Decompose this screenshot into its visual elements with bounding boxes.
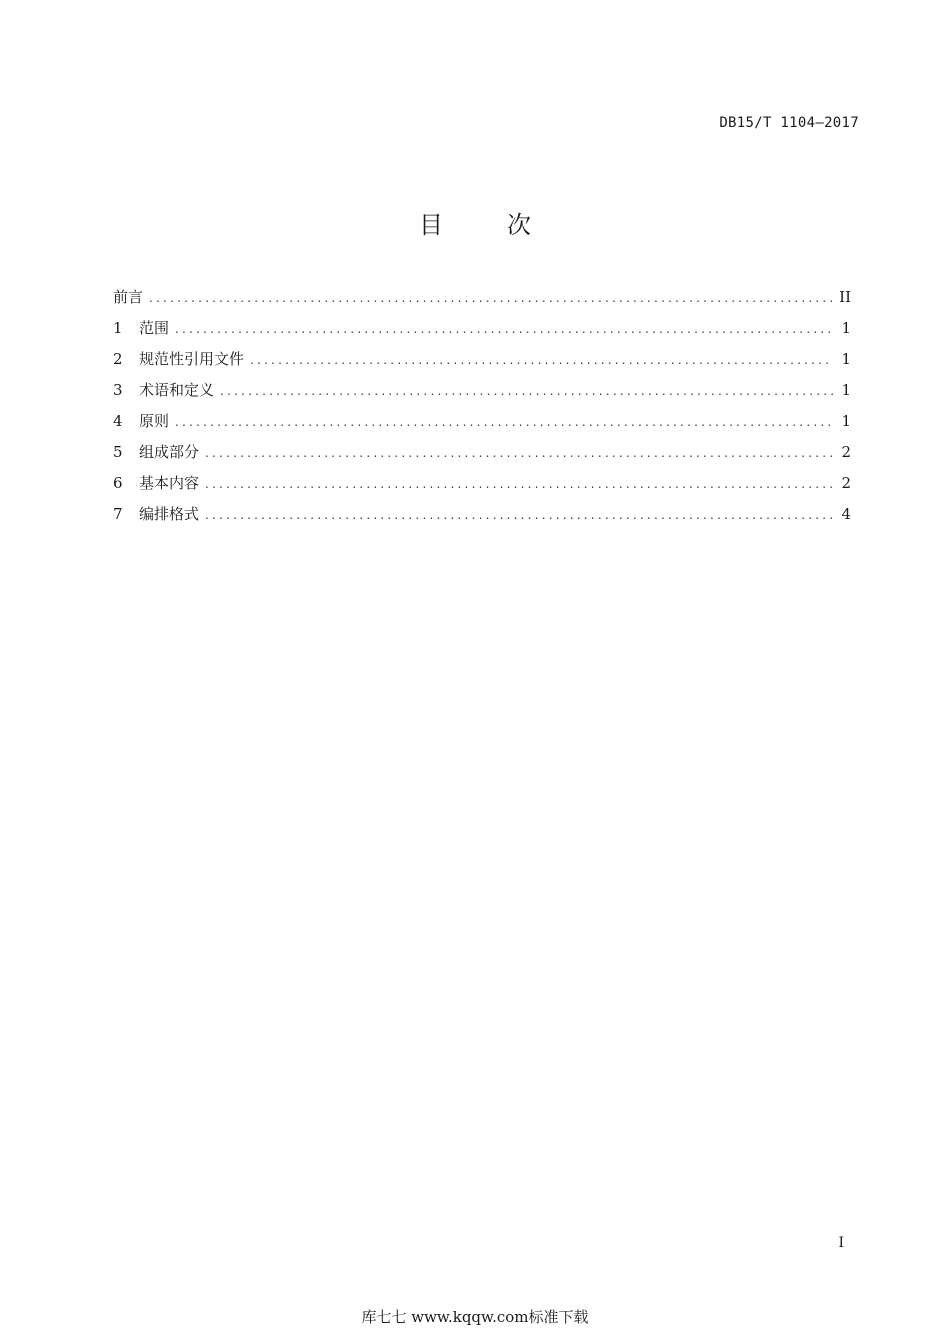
toc-number: 3 [113,381,123,399]
doc-code: DB15/T 1104—2017 [719,115,859,131]
toc-label: 前言 [113,288,144,306]
toc-entry-scope[interactable] [113,317,851,348]
toc-entry-terms[interactable] [113,379,851,410]
toc-page: 1 [841,350,851,368]
toc-label: 原则 [139,412,170,430]
toc-page: II [839,288,851,306]
toc-entry-layout-format[interactable] [113,503,851,534]
toc-entry-foreword[interactable] [113,286,851,317]
toc-page: 1 [841,412,851,430]
toc-leader [205,473,833,495]
footer-watermark: 库七七 www.kqqw.com标准下载 [361,1308,589,1326]
page-number: I [838,1235,844,1251]
toc-entry-components[interactable] [113,441,851,472]
toc-leader [149,287,833,309]
toc-entry-normative-references[interactable] [113,348,851,379]
toc-page: 4 [841,505,851,523]
toc-leader [205,504,833,526]
toc-label: 术语和定义 [139,381,215,399]
toc-number: 6 [113,474,123,492]
toc-label: 组成部分 [139,443,200,461]
toc-leader [220,380,833,402]
toc-number: 4 [113,412,123,430]
toc-label: 范围 [139,319,170,337]
page-title: 目 次 [419,211,551,239]
toc-entry-principles[interactable] [113,410,851,441]
toc-page: 2 [841,443,851,461]
toc-leader [250,349,833,371]
toc-page: 1 [841,319,851,337]
table-of-contents [113,286,851,534]
toc-label: 规范性引用文件 [139,350,245,368]
toc-page: 1 [841,381,851,399]
toc-number: 7 [113,505,123,523]
toc-number: 1 [113,319,123,337]
toc-leader [175,318,833,340]
toc-number: 5 [113,443,123,461]
toc-label: 编排格式 [139,505,200,523]
toc-page: 2 [841,474,851,492]
toc-leader [175,411,833,433]
toc-number: 2 [113,350,123,368]
toc-leader [205,442,833,464]
toc-entry-basic-content[interactable] [113,472,851,503]
toc-label: 基本内容 [139,474,200,492]
